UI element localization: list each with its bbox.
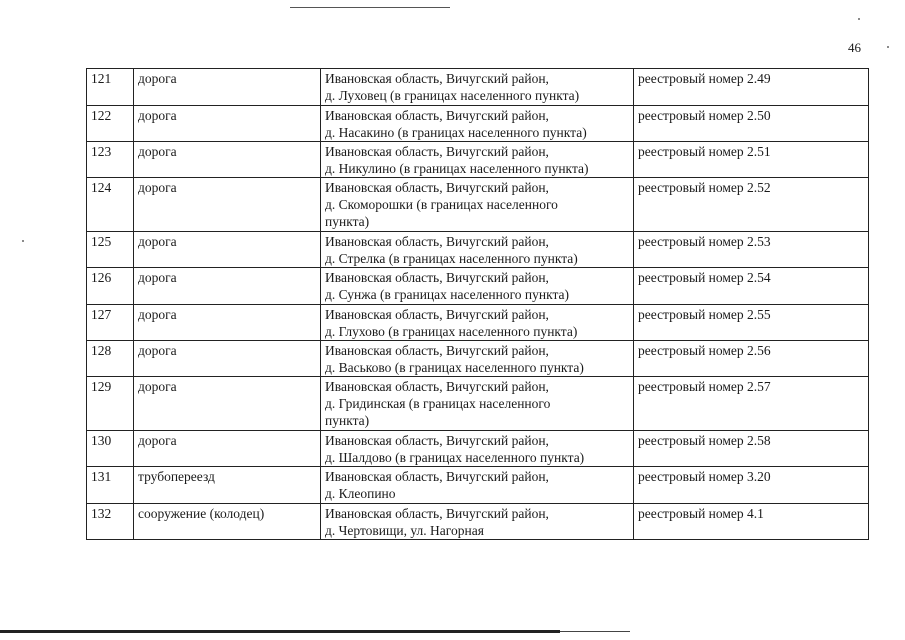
cell-registry-number: реестровый номер 2.53 — [634, 232, 869, 268]
cell-object-name: дорога — [134, 232, 321, 268]
scan-artifact-dot — [887, 46, 889, 48]
address-line: Ивановская область, Вичугский район, — [325, 506, 549, 521]
cell-address — [321, 142, 634, 178]
address-line: Ивановская область, Вичугский район, — [325, 307, 549, 322]
cell-number: 121 — [87, 69, 134, 106]
address-line: д. Стрелка (в границах населенного пункта) — [325, 251, 578, 266]
cell-address — [321, 69, 634, 106]
cell-address — [321, 431, 634, 467]
cell-address — [321, 178, 634, 232]
address-line: д. Скоморошки (в границах населенного — [325, 197, 558, 212]
cell-address — [321, 341, 634, 377]
cell-registry-number: реестровый номер 2.58 — [634, 431, 869, 467]
table-row — [87, 431, 869, 467]
cell-number: 129 — [87, 377, 134, 431]
address-line: Ивановская область, Вичугский район, — [325, 469, 549, 484]
table-row — [87, 106, 869, 142]
table-row — [87, 377, 869, 431]
address-line: Ивановская область, Вичугский район, — [325, 144, 549, 159]
address-line: Ивановская область, Вичугский район, — [325, 108, 549, 123]
address-line: Ивановская область, Вичугский район, — [325, 270, 549, 285]
table-row — [87, 268, 869, 305]
cell-registry-number: реестровый номер 2.49 — [634, 69, 869, 106]
cell-registry-number: реестровый номер 2.52 — [634, 178, 869, 232]
scan-artifact-bottom-bar — [0, 630, 560, 633]
address-line: Ивановская область, Вичугский район, — [325, 379, 549, 394]
cell-registry-number: реестровый номер 2.50 — [634, 106, 869, 142]
cell-number: 128 — [87, 341, 134, 377]
table-row — [87, 341, 869, 377]
address-line: пункта) — [325, 214, 370, 229]
cell-registry-number: реестровый номер 3.20 — [634, 467, 869, 504]
address-line: д. Луховец (в границах населенного пункта) — [325, 88, 580, 103]
table-row — [87, 305, 869, 341]
cell-address — [321, 377, 634, 431]
cell-number: 123 — [87, 142, 134, 178]
cell-registry-number: реестровый номер 2.51 — [634, 142, 869, 178]
address-line: д. Насакино (в границах населенного пункта) — [325, 125, 587, 140]
address-line: д. Сунжа (в границах населенного пункта) — [325, 287, 570, 302]
address-line: д. Чертовищи, ул. Нагорная — [325, 523, 484, 538]
cell-address — [321, 106, 634, 142]
scan-artifact-dot — [858, 18, 860, 20]
cell-address — [321, 232, 634, 268]
address-line: д. Глухово (в границах населенного пункта) — [325, 324, 578, 339]
cell-object-name: дорога — [134, 142, 321, 178]
cell-object-name: дорога — [134, 305, 321, 341]
registry-table — [86, 68, 869, 540]
scan-artifact-bottom-line — [560, 631, 630, 632]
address-line: Ивановская область, Вичугский район, — [325, 234, 549, 249]
cell-number: 122 — [87, 106, 134, 142]
cell-address — [321, 467, 634, 504]
table-row — [87, 232, 869, 268]
cell-address — [321, 305, 634, 341]
cell-registry-number: реестровый номер 2.55 — [634, 305, 869, 341]
cell-number: 124 — [87, 178, 134, 232]
cell-number: 131 — [87, 467, 134, 504]
address-line: Ивановская область, Вичугский район, — [325, 180, 549, 195]
address-line: д. Клеопино — [325, 486, 396, 501]
cell-number: 125 — [87, 232, 134, 268]
address-line: Ивановская область, Вичугский район, — [325, 71, 549, 86]
cell-object-name: дорога — [134, 341, 321, 377]
cell-object-name: трубопереезд — [134, 467, 321, 504]
cell-number: 126 — [87, 268, 134, 305]
cell-number: 127 — [87, 305, 134, 341]
cell-address — [321, 268, 634, 305]
table-row — [87, 142, 869, 178]
table-row — [87, 178, 869, 232]
page-number: 46 — [848, 40, 861, 55]
cell-object-name: дорога — [134, 106, 321, 142]
scan-artifact-top-line — [290, 7, 450, 8]
cell-registry-number: реестровый номер 2.57 — [634, 377, 869, 431]
address-line: д. Васьково (в границах населенного пункта) — [325, 360, 584, 375]
cell-number: 132 — [87, 504, 134, 540]
address-line: д. Никулино (в границах населенного пункта) — [325, 161, 589, 176]
address-line: д. Гридинская (в границах населенного — [325, 396, 551, 411]
cell-registry-number: реестровый номер 2.54 — [634, 268, 869, 305]
address-line: Ивановская область, Вичугский район, — [325, 343, 549, 358]
table-row — [87, 467, 869, 504]
cell-object-name: дорога — [134, 268, 321, 305]
cell-address — [321, 504, 634, 540]
address-line: Ивановская область, Вичугский район, — [325, 433, 549, 448]
cell-number: 130 — [87, 431, 134, 467]
scan-artifact-dot — [22, 240, 24, 242]
cell-registry-number: реестровый номер 2.56 — [634, 341, 869, 377]
registry-table-body — [87, 69, 869, 540]
address-line: д. Шалдово (в границах населенного пункта) — [325, 450, 585, 465]
table-row — [87, 69, 869, 106]
cell-registry-number: реестровый номер 4.1 — [634, 504, 869, 540]
cell-object-name: дорога — [134, 69, 321, 106]
cell-object-name: дорога — [134, 377, 321, 431]
cell-object-name: дорога — [134, 178, 321, 232]
cell-object-name: сооружение (колодец) — [134, 504, 321, 540]
table-row — [87, 504, 869, 540]
address-line: пункта) — [325, 413, 370, 428]
cell-object-name: дорога — [134, 431, 321, 467]
